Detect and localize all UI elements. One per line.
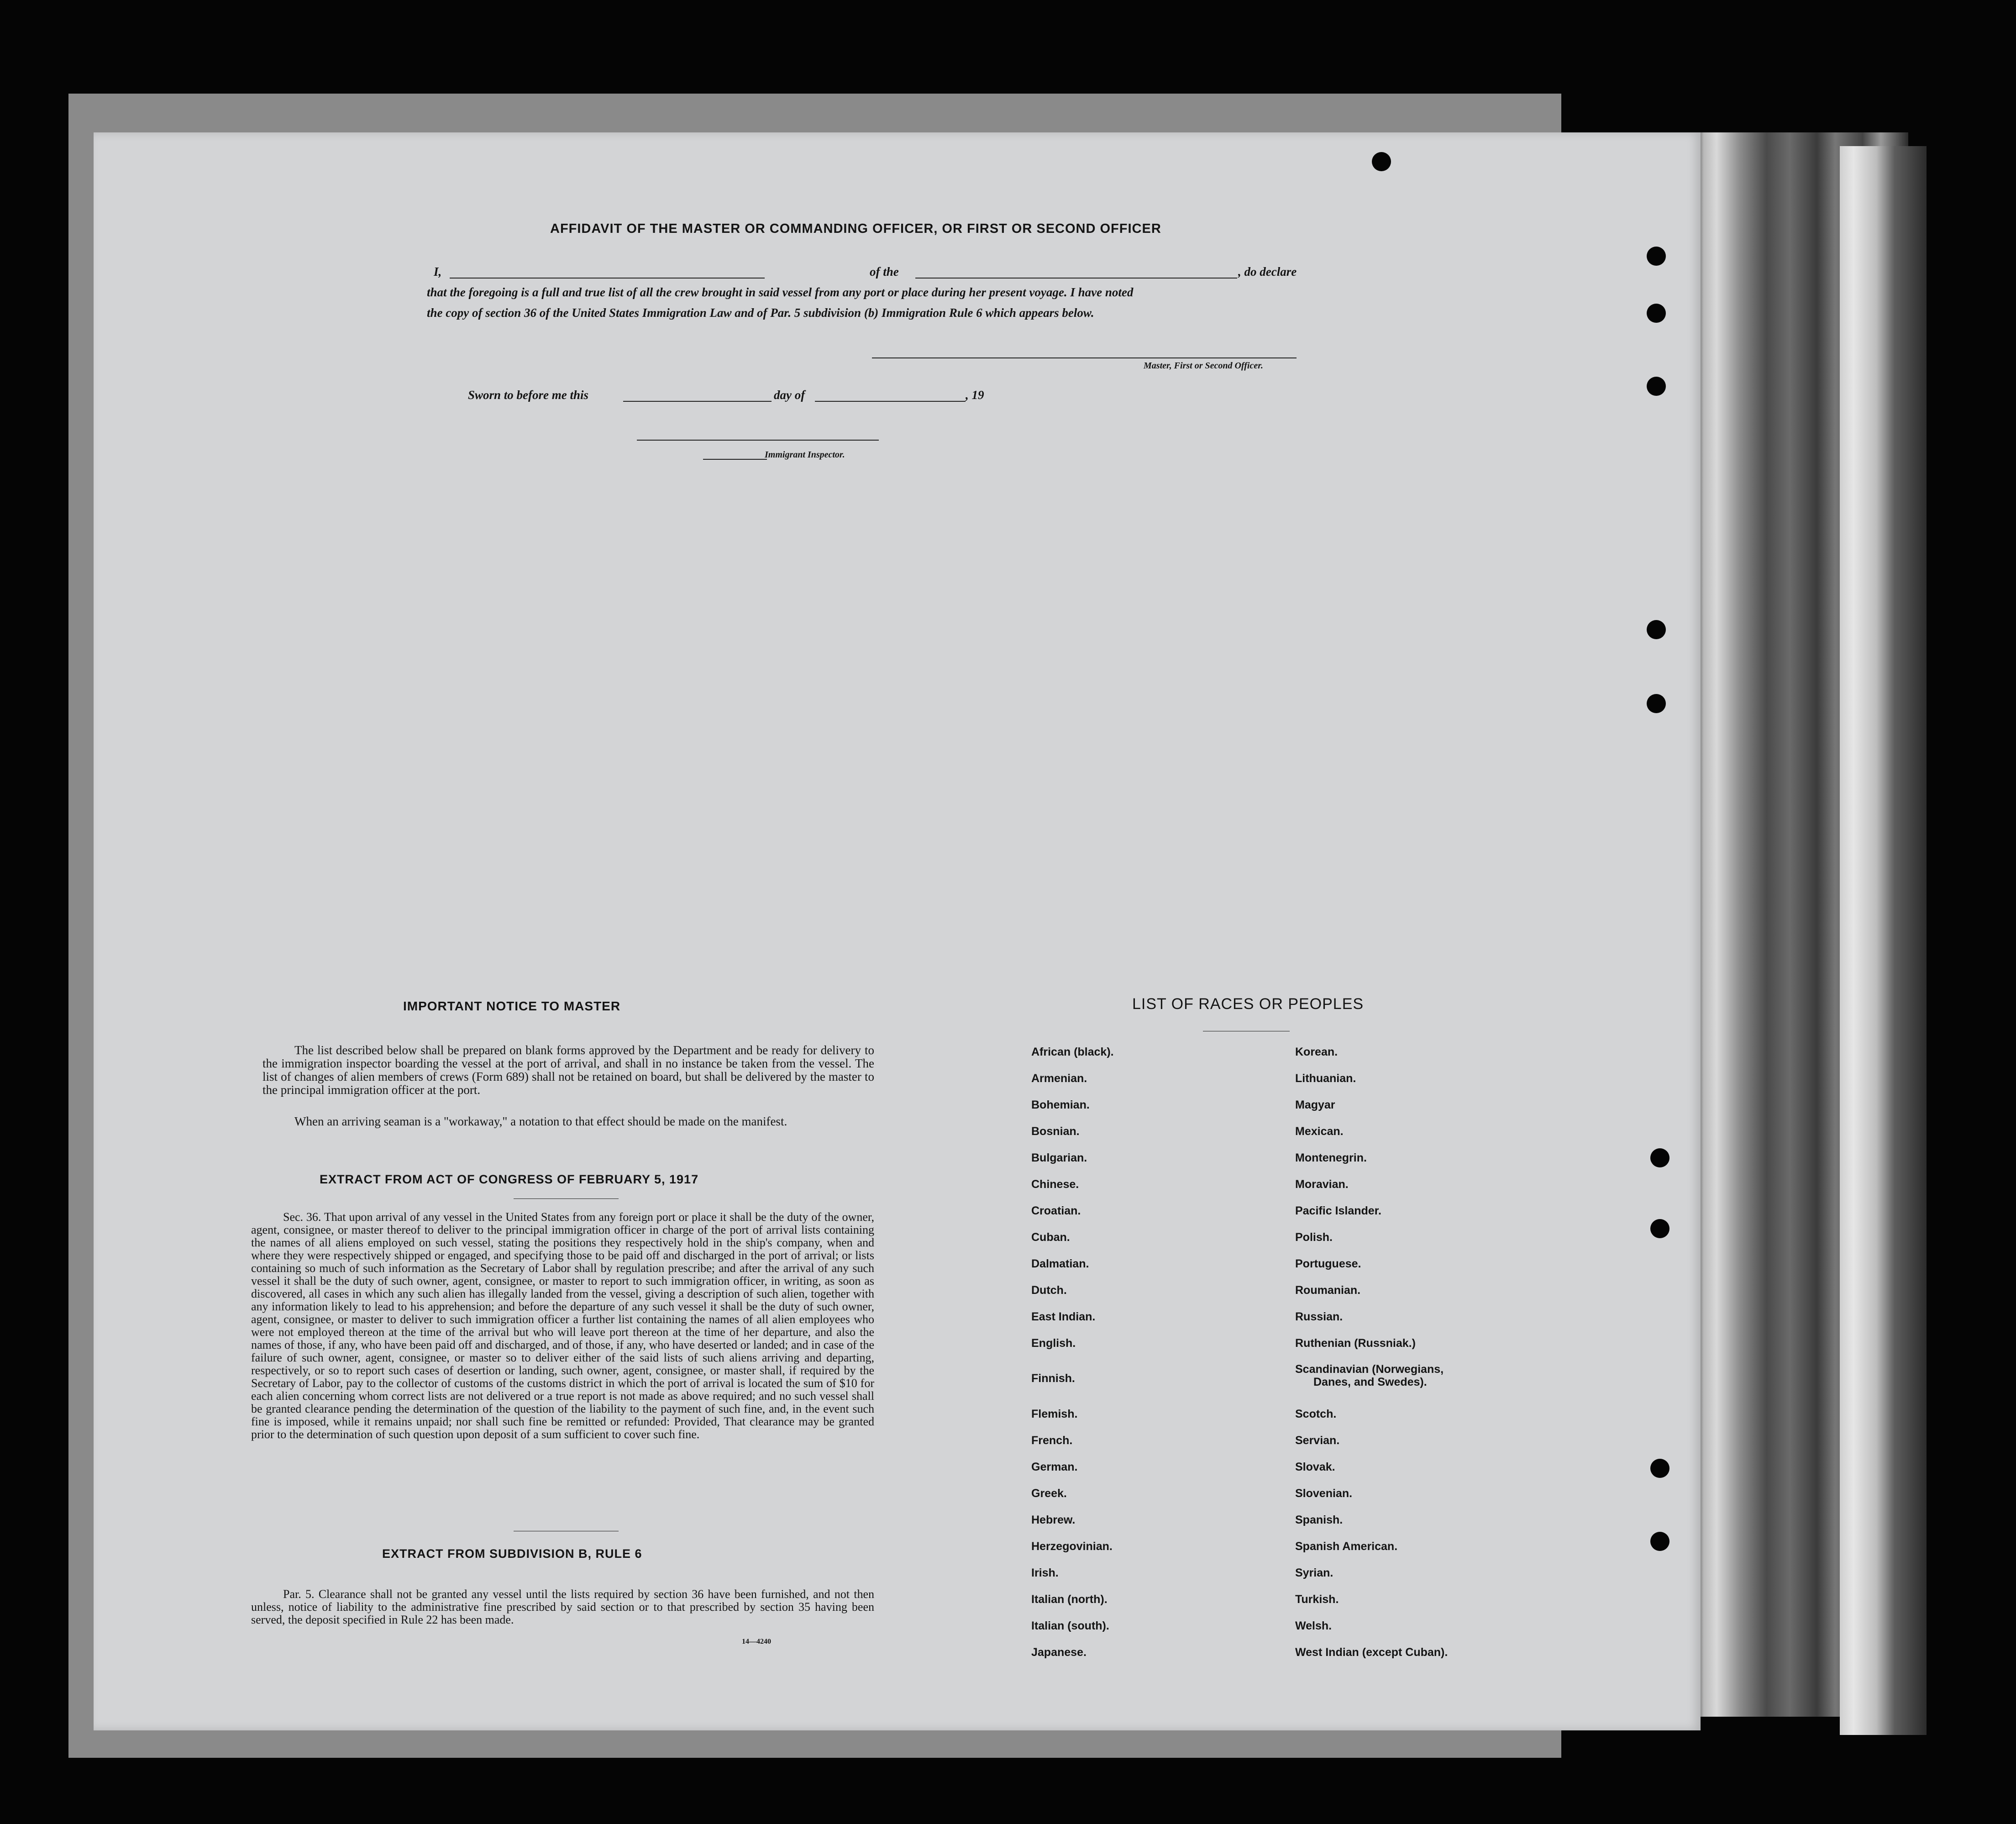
race-list-item: Italian (south). xyxy=(1031,1619,1109,1632)
race-list-item: Italian (north). xyxy=(1031,1593,1108,1606)
race-list-item: Bohemian. xyxy=(1031,1099,1090,1111)
race-list-item: Syrian. xyxy=(1295,1566,1334,1579)
punch-hole-icon xyxy=(1650,1459,1670,1478)
punch-hole-icon xyxy=(1650,1532,1670,1551)
name-blank-line xyxy=(450,278,765,279)
rule-par-5-text: Par. 5. Clearance shall not be granted any vessel until the lists required by section 36 have been furnished, and not then unless, notice of liability to the administrative fine prescribed by said section or to that prescribed by section 35 having been served, the deposit specified in Rule 22 has been made. xyxy=(251,1587,874,1626)
inspector-short-line xyxy=(703,459,767,460)
race-list-item: Russian. xyxy=(1295,1310,1343,1323)
inspector-signature-line xyxy=(637,440,879,441)
race-list-item: Portuguese. xyxy=(1295,1257,1361,1270)
vessel-blank-line xyxy=(915,278,1237,279)
race-list-item: Herzegovinian. xyxy=(1031,1540,1113,1553)
document-page xyxy=(94,132,1701,1730)
sworn-month-blank xyxy=(815,401,966,402)
race-list-item: West Indian (except Cuban). xyxy=(1295,1646,1448,1659)
race-list-item: Dalmatian. xyxy=(1031,1257,1089,1270)
race-list-item: Pacific Islander. xyxy=(1295,1204,1381,1217)
section-divider xyxy=(514,1198,619,1199)
affidavit-line-3: the copy of section 36 of the United States Immigration Law and of Par. 5 subdivision (b) Immigration Rule 6 which appears below. xyxy=(427,306,1094,320)
stacked-pages-edge-outer xyxy=(1840,146,1927,1735)
affidavit-of-the-label: of the xyxy=(870,265,899,279)
sworn-label: Sworn to before me this xyxy=(468,388,589,402)
act-section-36-text: Sec. 36. That upon arrival of any vessel in the United States from any foreign port or place it shall be the duty of the owner, agent, consignee, or master thereof to deliver to the principal immigration officer in charge of the port of arrival lists containing the names of all aliens employed on such vessel, stating the positions they respectively hold in the ship's company, when and where they were respectively shipped or engaged, and specifying those to be paid off and discharged in the port of arrival; or lists containing so much of such information as the Secretary of Labor shall by regulation prescribe; and after the arrival of any such vessel it shall be the duty of such owner, agent, consignee, or master to report to such immigration officer, in writing, as soon as discovered, all cases in which any such alien has illegally landed from the vessel, giving a description of such alien, together with any information likely to lead to his apprehension; and before the departure of any such vessel it shall be the duty of such owner, agent, consignee, or master to deliver to such immigration officer a further list containing the names of all alien employees who were not employed thereon at the time of the arrival but who will leave port thereon at the time of her departure, and also the names of those, if any, who have been paid off and discharged, and of those, if any, who have deserted or landed; and in case of the failure of such owner, agent, consignee, or master so to deliver either of the said lists of such aliens arriving and departing, respectively, or so to report such cases of desertion or landing, such owner, agent, consignee, or master shall, if required by the Secretary of Labor, pay to the collector of customs of the customs district in which the port of arrival is located the sum of $10 for each alien concerning whom correct lists are not delivered or a true report is not made as above required; and no such vessel shall be granted clearance pending the determination of the question of the liability to the payment of such fine, and, in the event such fine is imposed, while it remains unpaid; nor shall such fine be remitted or refunded: Provided, That clearance may be granted prior to the determination of such question upon deposit of a sum sufficient to cover such fine. xyxy=(251,1210,874,1441)
notice-title: IMPORTANT NOTICE TO MASTER xyxy=(403,999,621,1013)
race-list-item: Hebrew. xyxy=(1031,1514,1076,1526)
signature-line xyxy=(872,357,1297,358)
race-list-item: Armenian. xyxy=(1031,1072,1087,1085)
race-list-item: Danes, and Swedes). xyxy=(1313,1376,1427,1388)
race-list-item: Turkish. xyxy=(1295,1593,1339,1606)
race-list-item: Moravian. xyxy=(1295,1178,1349,1191)
race-list-item: Slovak. xyxy=(1295,1461,1335,1473)
race-list-item: Welsh. xyxy=(1295,1619,1332,1632)
inspector-caption: Immigrant Inspector. xyxy=(765,450,845,460)
race-list-item: Scandinavian (Norwegians, xyxy=(1295,1363,1444,1376)
race-list-item: Irish. xyxy=(1031,1566,1059,1579)
race-list-item: Montenegrin. xyxy=(1295,1151,1367,1164)
punch-hole-icon xyxy=(1647,694,1666,713)
race-list-item: German. xyxy=(1031,1461,1078,1473)
race-list-item: Flemish. xyxy=(1031,1408,1078,1420)
race-list-item: Dutch. xyxy=(1031,1284,1067,1297)
punch-hole-icon xyxy=(1647,620,1666,639)
race-list-item: Scotch. xyxy=(1295,1408,1337,1420)
race-list-item: Greek. xyxy=(1031,1487,1067,1500)
punch-hole-icon xyxy=(1372,152,1391,171)
race-list-item: Servian. xyxy=(1295,1434,1340,1447)
notice-paragraph-1: The list described below shall be prepared on blank forms approved by the Department and be ready for delivery to the immigration inspector boarding the vessel at the port of arrival, and shall in no instance be taken from the vessel. The list of changes of alien members of crews (Form 689) shall not be retained on board, but shall be delivered by the master to the principal immigration officer at the port. xyxy=(262,1043,874,1097)
sworn-day-blank xyxy=(623,401,772,402)
race-list-item: Magyar xyxy=(1295,1099,1335,1111)
race-list-item: Bulgarian. xyxy=(1031,1151,1087,1164)
punch-hole-icon xyxy=(1650,1219,1670,1238)
race-list-item: Polish. xyxy=(1295,1231,1333,1244)
sworn-day-label: day of xyxy=(774,388,805,402)
form-number: 14—4240 xyxy=(742,1638,771,1645)
race-list-item: African (black). xyxy=(1031,1046,1114,1058)
punch-hole-icon xyxy=(1647,247,1666,266)
race-list-item: Mexican. xyxy=(1295,1125,1344,1138)
affidavit-line-2: that the foregoing is a full and true list of all the crew brought in said vessel from any port or place during her present voyage. I have noted xyxy=(427,285,1134,299)
race-list-item: Korean. xyxy=(1295,1046,1338,1058)
affidavit-i-label: I, xyxy=(434,265,442,279)
race-list-item: East Indian. xyxy=(1031,1310,1096,1323)
race-list-item: Roumanian. xyxy=(1295,1284,1361,1297)
signature-caption: Master, First or Second Officer. xyxy=(1144,361,1263,371)
notice-paragraph-2: When an arriving seaman is a "workaway," a notation to that effect should be made on the manifest. xyxy=(294,1114,788,1128)
punch-hole-icon xyxy=(1647,377,1666,396)
race-list-item: English. xyxy=(1031,1337,1076,1350)
race-list-item: Lithuanian. xyxy=(1295,1072,1356,1085)
races-title: LIST OF RACES OR PEOPLES xyxy=(1132,995,1364,1013)
race-list-item: Japanese. xyxy=(1031,1646,1087,1659)
race-list-item: Spanish. xyxy=(1295,1514,1343,1526)
race-list-item: Cuban. xyxy=(1031,1231,1070,1244)
affidavit-title: AFFIDAVIT OF THE MASTER OR COMMANDING OFFICER, OR FIRST OR SECOND OFFICER xyxy=(550,221,1161,236)
race-list-item: Bosnian. xyxy=(1031,1125,1080,1138)
punch-hole-icon xyxy=(1647,304,1666,323)
race-list-item: Spanish American. xyxy=(1295,1540,1398,1553)
race-list-item: Slovenian. xyxy=(1295,1487,1353,1500)
affidavit-declare-label: , do declare xyxy=(1238,265,1297,279)
act-extract-title: EXTRACT FROM ACT OF CONGRESS OF FEBRUARY 5, 1917 xyxy=(320,1172,699,1186)
sworn-year-label: , 19 xyxy=(966,388,984,402)
punch-hole-icon xyxy=(1650,1148,1670,1167)
rule-extract-title: EXTRACT FROM SUBDIVISION B, RULE 6 xyxy=(382,1547,642,1561)
race-list-item: Chinese. xyxy=(1031,1178,1079,1191)
race-list-item: French. xyxy=(1031,1434,1073,1447)
race-list-item: Finnish. xyxy=(1031,1372,1075,1385)
race-list-item: Croatian. xyxy=(1031,1204,1081,1217)
race-list-item: Ruthenian (Russniak.) xyxy=(1295,1337,1416,1350)
